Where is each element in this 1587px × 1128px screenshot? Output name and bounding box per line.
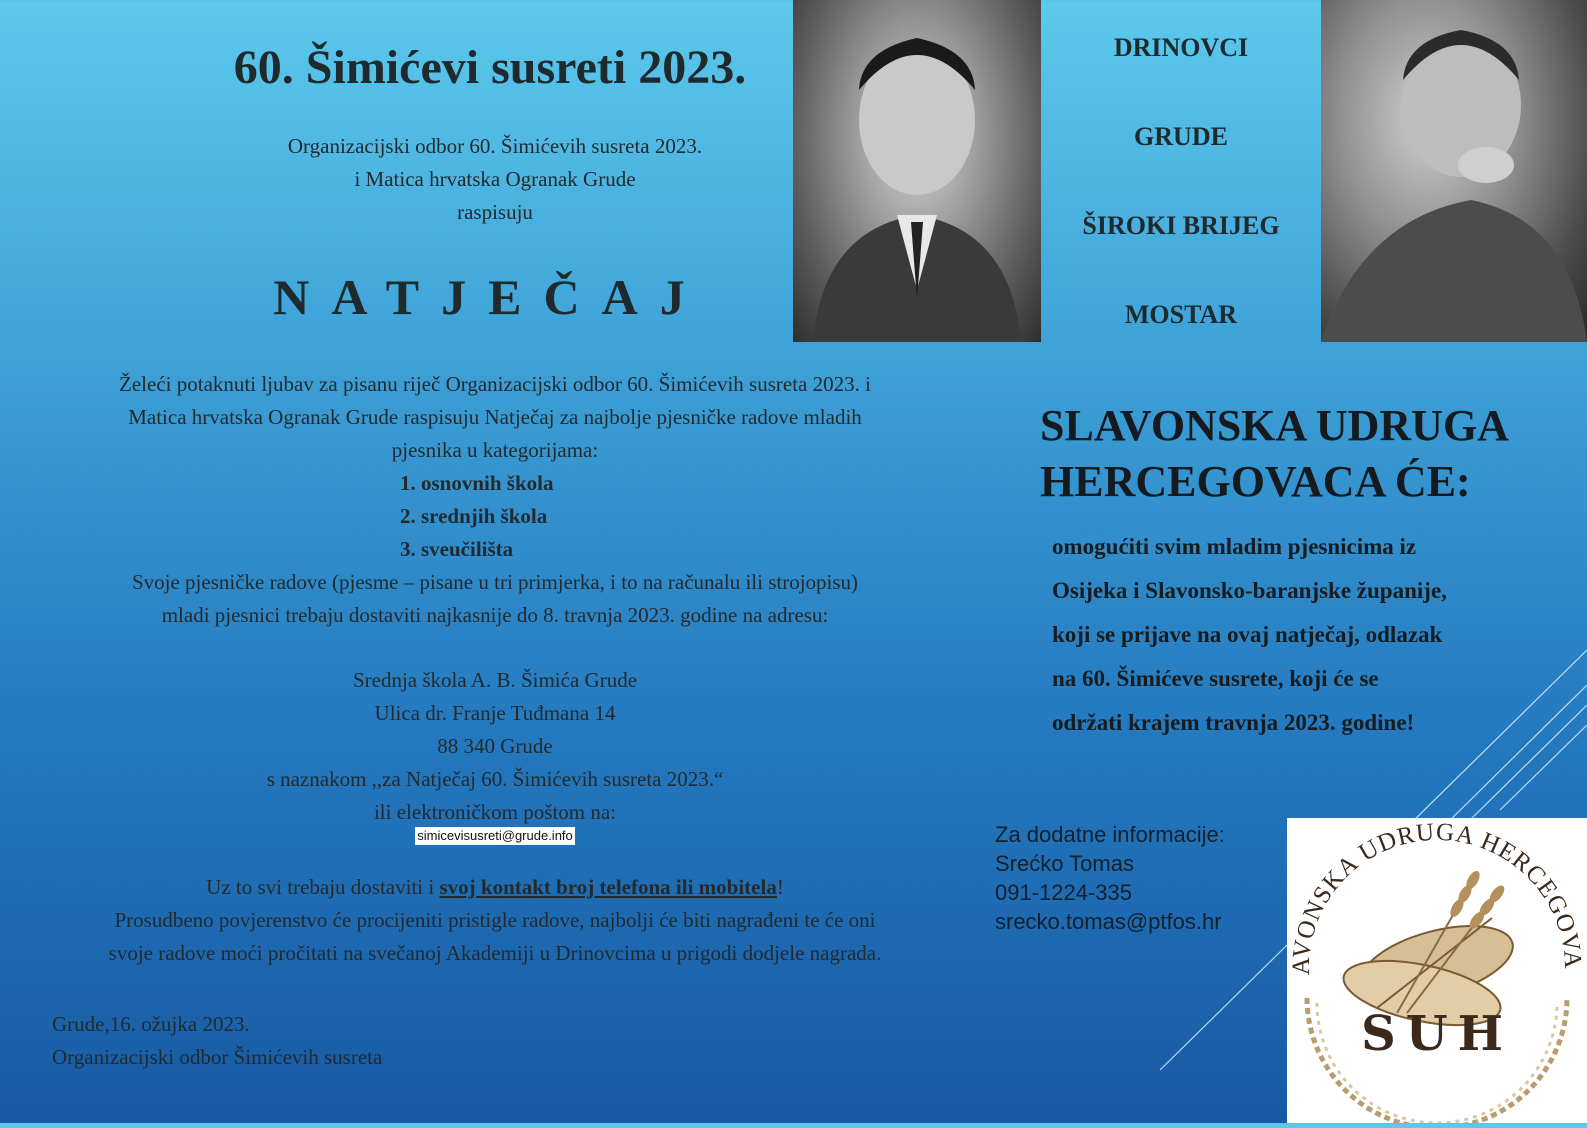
category-item: 2. srednjih škola xyxy=(400,504,548,528)
portrait-right-icon xyxy=(1321,0,1587,342)
footer-date-line: Grude,16. ožujka 2023. xyxy=(52,1012,250,1036)
page-title: 60. Šimićevi susreti 2023. xyxy=(233,41,747,94)
contest-body xyxy=(45,368,945,970)
organizers-line: Organizacijski odbor 60. Šimićevih susreta 2023. xyxy=(287,134,703,158)
phone-suffix: ! xyxy=(776,875,784,899)
association-text-line: koji se prijave na ovaj natječaj, odlazak xyxy=(1052,622,1443,647)
association-text-line: omogućiti svim mladim pjesnicima iz xyxy=(1052,534,1417,559)
association-heading-line: HERCEGOVACA ĆE: xyxy=(1040,457,1471,506)
association-text-line: Osijeka i Slavonsko-baranjske županije, xyxy=(1052,578,1447,603)
intro-line: Matica hrvatska Ogranak Grude raspisuju Natječaj za najbolje pjesničke radove mladih xyxy=(128,405,862,429)
organizers-line: raspisuju xyxy=(457,200,533,224)
address-line: 88 340 Grude xyxy=(437,734,553,758)
contact-heading: Za dodatne informacije: xyxy=(995,822,1225,847)
submission-line: mladi pjesnici trebaju dostaviti najkasnije do 8. travnja 2023. godine na adresu: xyxy=(161,603,829,627)
town-name: ŠIROKI BRIJEG xyxy=(1082,211,1280,240)
footer-org-line: Organizacijski odbor Šimićevih susreta xyxy=(52,1045,383,1069)
town-name: DRINOVCI xyxy=(1113,33,1249,62)
jury-line: Prosudbeno povjerenstvo će procijeniti pristigle radove, najbolji će biti nagrađeni te će oni xyxy=(114,908,876,932)
category-item: 1. osnovnih škola xyxy=(400,471,554,495)
portrait-photo-right xyxy=(1321,0,1587,342)
footer-signature xyxy=(52,1008,552,1074)
phone-prefix: Uz to svi trebaju dostaviti i xyxy=(206,875,440,899)
logo-ring-text: AVONSKA UDRUGA HERCEGOVA xyxy=(1287,818,1587,976)
phone-line xyxy=(45,871,945,904)
association-text-line: održati krajem travnja 2023. godine! xyxy=(1052,710,1415,735)
category-item: 3. sveučilišta xyxy=(400,537,514,561)
submission-line: Svoje pjesničke radove (pjesme – pisane u tri primjerka, i to na računalu ili strojopisu) xyxy=(131,570,859,594)
town-name: GRUDE xyxy=(1134,122,1228,151)
organizers-text xyxy=(190,130,800,229)
organizers-line: i Matica hrvatska Ogranak Grude xyxy=(354,167,636,191)
address-line: Ulica dr. Franje Tuđmana 14 xyxy=(374,701,616,725)
intro-line: Želeći potaknuti ljubav za pisanu riječ Organizacijski odbor 60. Šimićevih susreta 2023. i xyxy=(119,372,871,396)
phone-emphasis: svoj kontakt broj telefona ili mobitela xyxy=(439,875,777,899)
association-heading-line: SLAVONSKA UDRUGA xyxy=(1040,401,1509,450)
town-name: MOSTAR xyxy=(1124,300,1238,329)
intro-line: pjesnika u kategorijama: xyxy=(391,438,599,462)
email-link[interactable]: simicevisusreti@grude.info xyxy=(417,828,573,843)
contact-name: Srećko Tomas xyxy=(995,851,1134,876)
address-line: Srednja škola A. B. Šimića Grude xyxy=(352,668,638,692)
suh-logo xyxy=(1287,818,1587,1123)
portrait-photo-left xyxy=(793,0,1041,342)
portrait-left-icon xyxy=(793,0,1041,342)
contest-heading: NATJEČAJ xyxy=(273,269,707,325)
address-line: ili elektroničkom poštom na: xyxy=(373,800,617,824)
contact-email[interactable]: srecko.tomas@ptfos.hr xyxy=(995,909,1222,934)
association-heading xyxy=(1040,398,1580,510)
jury-line: svoje radove moći pročitati na svečanoj Akademiji u Drinovcima u prigodi dodjele nagrada. xyxy=(108,941,882,965)
contact-phone[interactable]: 091-1224-335 xyxy=(995,880,1133,905)
address-line: s naznakom ,,za Natječaj 60. Šimićevih susreta 2023.“ xyxy=(266,767,724,791)
logo-acronym: SUH xyxy=(1361,1006,1513,1062)
category-list xyxy=(45,467,945,566)
contact-info xyxy=(995,820,1295,936)
towns-list xyxy=(1050,30,1312,386)
association-text-line: na 60. Šimićeve susrete, koji će se xyxy=(1052,666,1379,691)
suh-logo-icon xyxy=(1287,818,1587,1123)
